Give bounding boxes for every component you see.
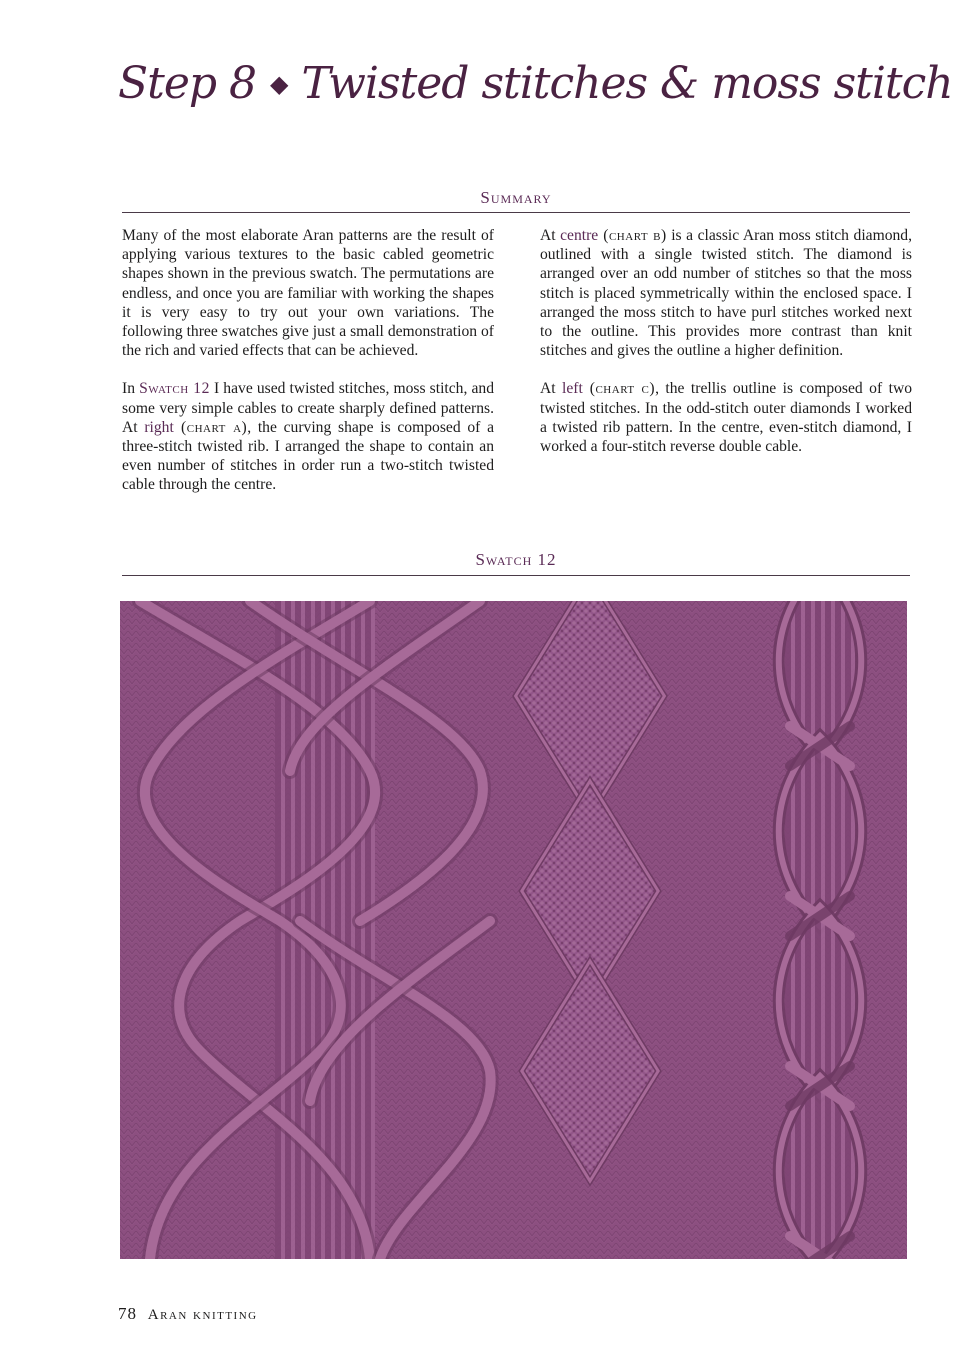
chart-reference: (chart b) (598, 227, 667, 244)
summary-heading: Summary (480, 188, 552, 207)
summary-paragraph: Many of the most elaborate Aran patterns are the result of applying various textures to the basic cabled geometric shapes shown in the previous swatch. The permutations are endless, and once you are familiar with working the shapes it is very easy to try out your own variations. The following three swatches give just a small demonstration of the rich and varied effects that can be achieved. (122, 227, 494, 360)
swatch-rule (122, 575, 910, 576)
text-run: is a classic Aran moss stitch diamond, outlined with a single twisted stitch. The diamond is arranged over an odd number of stitches so that the moss stitch is placed symmetrically within the enclosed space. I arranged the moss stitch to have purl stitches worked next to the outline. This provides more contrast than knit stitches and gives the outline a higher definition. (540, 227, 912, 360)
text-run: In (122, 380, 140, 398)
swatch-photo (120, 601, 907, 1259)
summary-paragraph (540, 226, 912, 360)
summary-left-column (122, 226, 494, 514)
chart-reference: (chart c) (582, 380, 656, 398)
position-reference: right (144, 418, 174, 436)
text-run: At (540, 227, 561, 244)
text-run: I have used twisted stitches, moss stitch, and some very simple cables to create sharply defined patterns. At (122, 380, 494, 436)
book-title: Aran knitting (147, 1307, 258, 1323)
swatch-reference: Swatch 12 (139, 380, 210, 398)
text-run: At (540, 380, 563, 398)
position-reference: centre (560, 227, 599, 244)
summary-paragraph (540, 379, 912, 456)
swatch-heading: Swatch 12 (475, 550, 557, 569)
summary-right-column (540, 226, 912, 475)
diamond-bullet-icon: ◆ (270, 70, 288, 98)
knit-swatch-illustration (120, 601, 907, 1259)
title-step: Step 8 (118, 58, 257, 109)
page-footer (118, 1304, 258, 1324)
summary-paragraph (122, 379, 494, 494)
position-reference: left (562, 380, 583, 398)
chart-reference: (chart a) (173, 418, 248, 436)
page-number: 78 (118, 1304, 137, 1323)
text-run: , the curving shape is composed of a three-stitch twisted rib. I arranged the shape to contain an even number of stitches in order run a two-stitch twisted cable through the centre. (122, 418, 494, 494)
title-text: Twisted stitches & moss stitch (301, 58, 953, 109)
text-run: , the trellis outline is composed of two twisted stitches. In the odd-stitch outer diamonds I worked a twisted rib pattern. In the centre, even-stitch diamond, I worked a four-stitch reverse double cable. (540, 380, 912, 456)
page-title (118, 54, 953, 120)
summary-rule (122, 212, 910, 213)
